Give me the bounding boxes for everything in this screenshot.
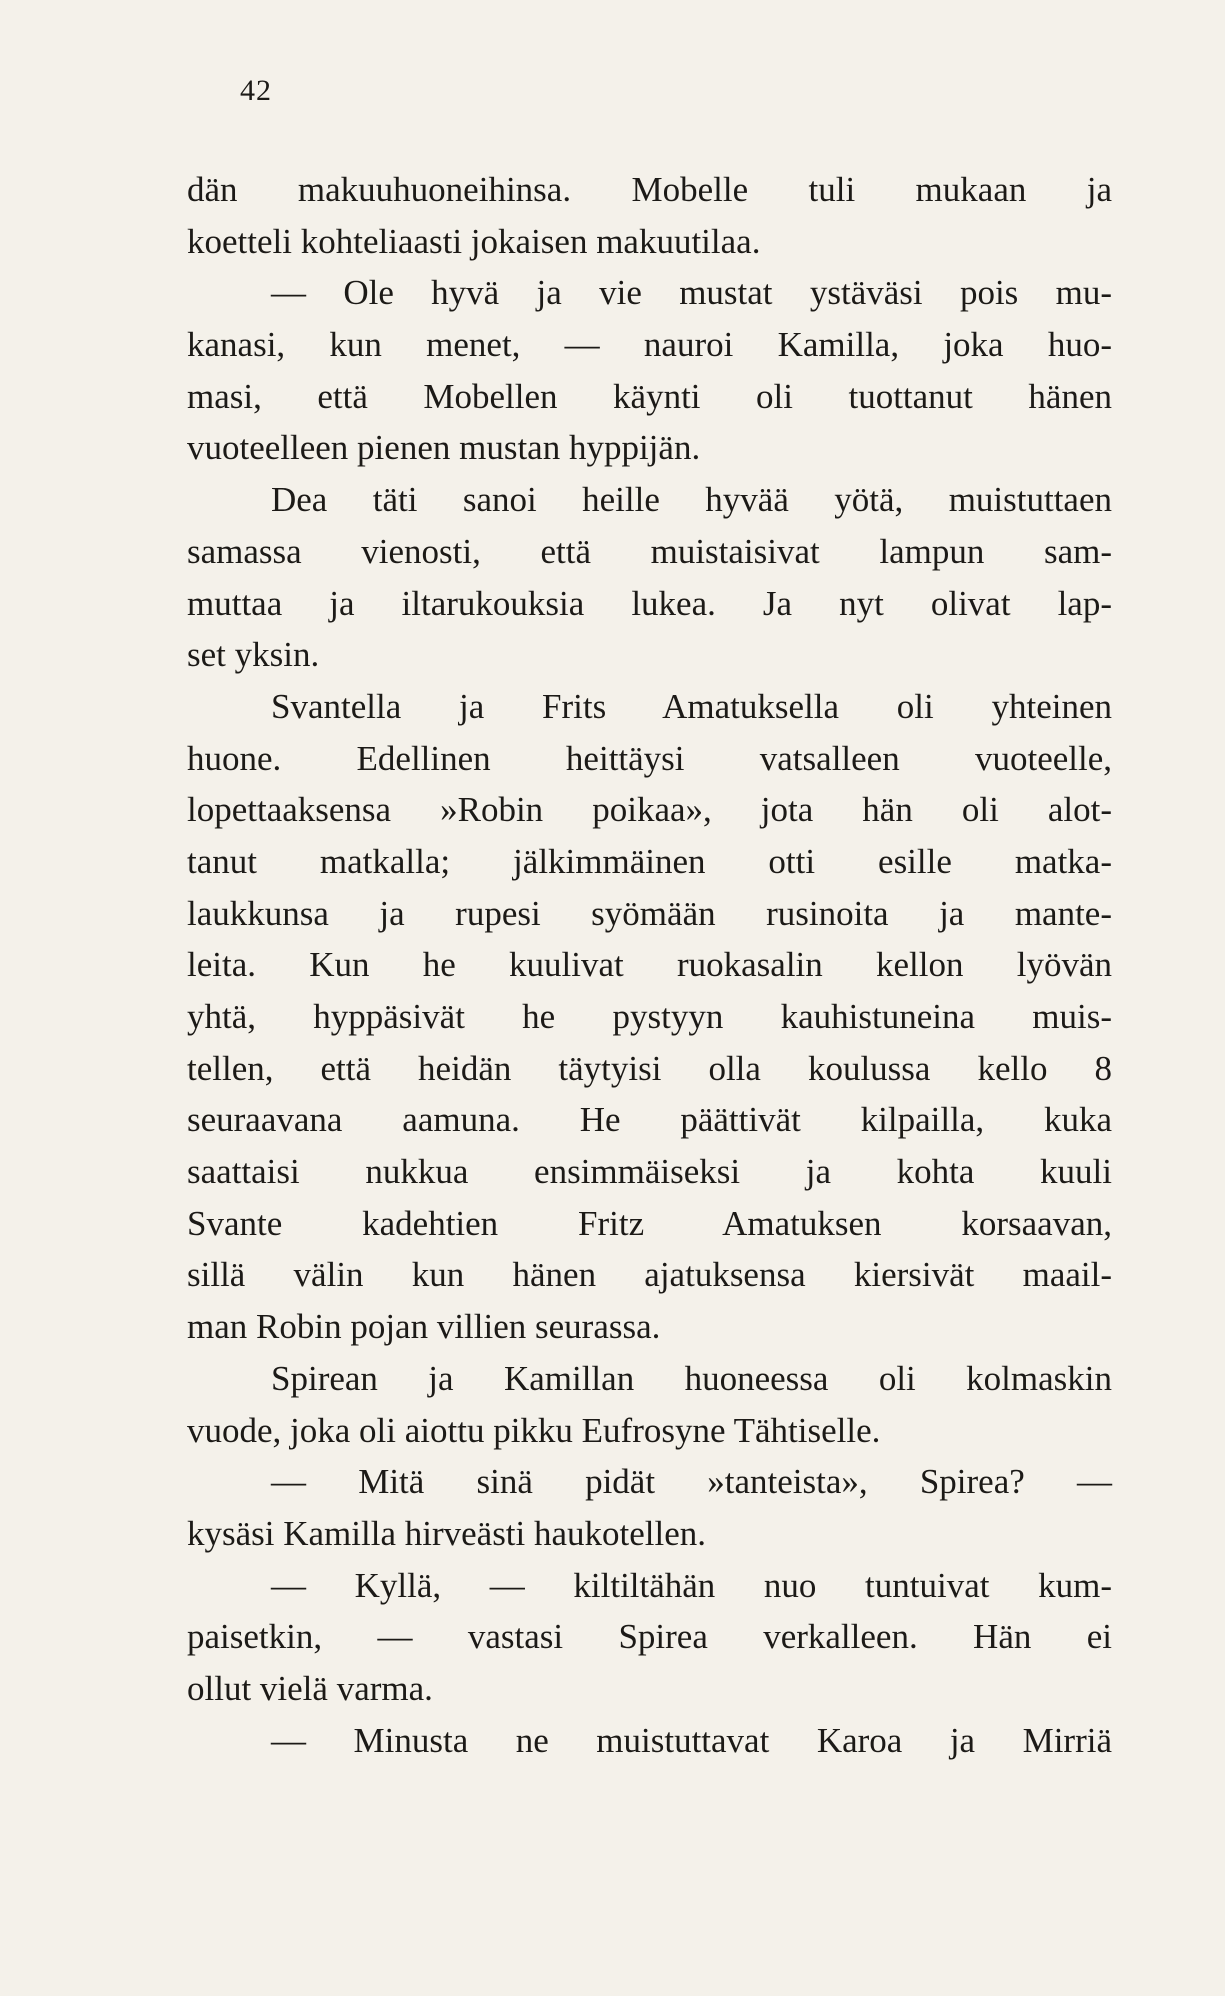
text-line: huone. Edellinen heittäysi vatsalleen vuoteelle,	[187, 738, 1112, 778]
text-line: dän makuuhuoneihinsa. Mobelle tuli mukaan ja	[187, 170, 1112, 209]
text-line: Dea täti sanoi heille hyvää yötä, muistuttaen	[271, 480, 1112, 520]
text-line: tanut matkalla; jälkimmäinen otti esille matka-	[187, 841, 1112, 881]
text-line: — Kyllä, — kiltiltähän nuo tuntuivat kum-	[271, 1565, 1112, 1605]
text-line: lopettaaksensa »Robin poikaa», jota hän oli alot-	[187, 790, 1112, 830]
text-line: Svantella ja Frits Amatuksella oli yhteinen	[271, 686, 1112, 726]
text-line: laukkunsa ja rupesi syömään rusinoita ja mante-	[187, 893, 1112, 933]
text-line: Svante kadehtien Fritz Amatuksen korsaavan,	[187, 1203, 1112, 1243]
text-line: — Ole hyvä ja vie mustat ystäväsi pois mu-	[271, 273, 1112, 313]
text-line: koetteli kohteliaasti jokaisen makuutilaa.	[187, 221, 761, 261]
text-line: tellen, että heidän täytyisi olla koulussa kello 8	[187, 1048, 1112, 1088]
body-text	[187, 164, 1112, 1766]
text-line: samassa vienosti, että muistaisivat lampun sam-	[187, 531, 1112, 571]
page-number: 42	[240, 74, 272, 107]
text-line: kysäsi Kamilla hirveästi haukotellen.	[187, 1513, 707, 1553]
text-line: vuoteelleen pienen mustan hyppijän.	[187, 428, 701, 468]
text-line: kanasi, kun menet, — nauroi Kamilla, joka huo-	[187, 325, 1112, 365]
text-line: yhtä, hyppäsivät he pystyyn kauhistuneina muis-	[187, 997, 1112, 1036]
text-line: Spirean ja Kamillan huoneessa oli kolmaskin	[271, 1358, 1112, 1398]
text-line: ollut vielä varma.	[187, 1668, 433, 1708]
text-line: man Robin pojan villien seurassa.	[187, 1307, 661, 1347]
text-line: muttaa ja iltarukouksia lukea. Ja nyt olivat lap-	[187, 583, 1112, 623]
text-line: sillä välin kun hänen ajatuksensa kiersivät maail-	[187, 1255, 1112, 1295]
text-line: saattaisi nukkua ensimmäiseksi ja kohta kuuli	[187, 1152, 1112, 1192]
text-line: — Minusta ne muistuttavat Karoa ja Mirriä	[271, 1720, 1112, 1760]
text-line: — Mitä sinä pidät »tanteista», Spirea? —	[271, 1462, 1112, 1502]
text-line: seuraavana aamuna. He päättivät kilpailla, kuka	[187, 1100, 1112, 1140]
text-line: leita. Kun he kuulivat ruokasalin kellon lyövän	[187, 945, 1112, 985]
text-line: set yksin.	[187, 635, 320, 675]
text-line: vuode, joka oli aiottu pikku Eufrosyne Tähtiselle.	[187, 1410, 881, 1450]
text-line: paisetkin, — vastasi Spirea verkalleen. Hän ei	[187, 1617, 1112, 1657]
text-line: masi, että Mobellen käynti oli tuottanut hänen	[187, 376, 1112, 416]
